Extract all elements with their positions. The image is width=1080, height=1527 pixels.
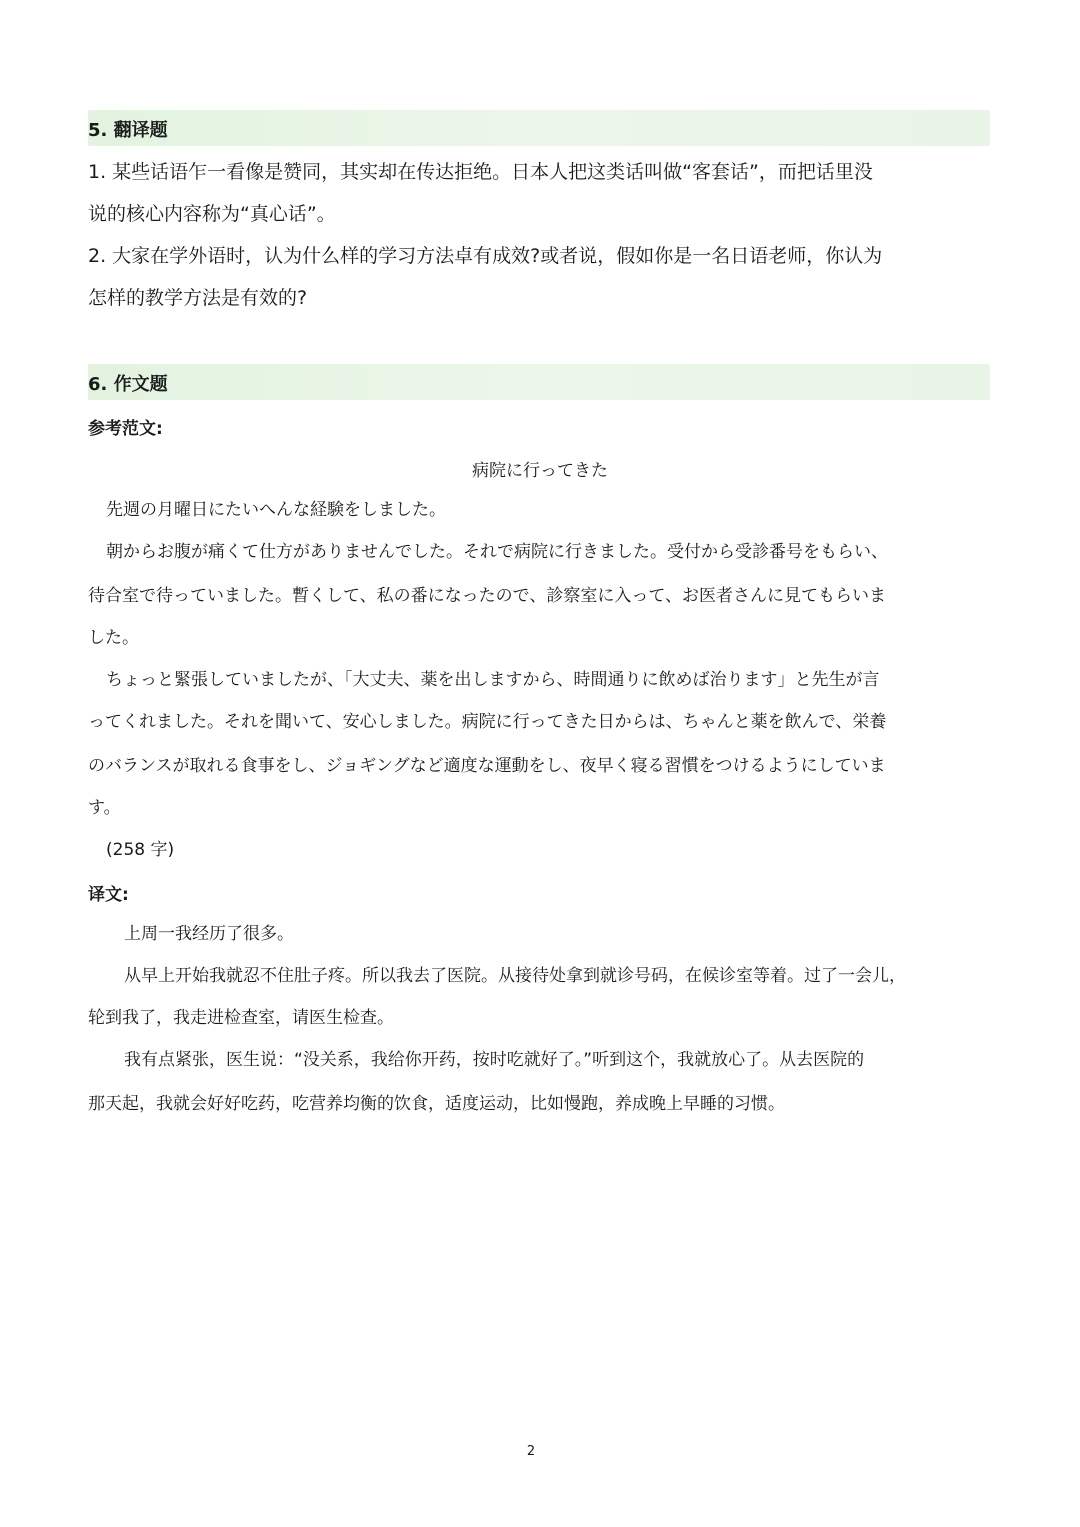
- translation-line: 从早上开始我就忍不住肚子疼。所以我去了医院。从接待处拿到就诊号码，在候诊室等着。过了一会儿，: [124, 966, 906, 986]
- translation-line: 轮到我了，我走进检查室，请医生检查。: [88, 1008, 394, 1028]
- essay-line: 朝からお腹が痛くて仕方がありませんでした。それで病院に行きました。受付から受診番号をもらい、: [106, 542, 888, 562]
- essay-line: 先週の月曜日にたいへんな経験をしました。: [106, 500, 446, 520]
- essay-line: す。: [88, 798, 121, 818]
- essay-line: 待合室で待っていました。暫くして、私の番になったので、診察室に入って、お医者さんに見てもらいま: [88, 586, 886, 606]
- translation-label: 译文:: [88, 885, 129, 905]
- page-number: 2: [526, 1444, 536, 1459]
- section-5-header: [88, 110, 990, 146]
- q2-line-2: 怎样的教学方法是有效的?: [88, 287, 308, 309]
- essay-line: ちょっと緊張していましたが、「大丈夫、薬を出しますから、時間通りに飲めば治ります」と先生が言: [106, 670, 880, 690]
- translation-line: 上周一我经历了很多。: [124, 924, 294, 944]
- char-count: (258 字): [106, 840, 175, 860]
- q1-line-1: 1. 某些话语乍一看像是赞同，其实却在传达拒绝。日本人把这类话叫做“客套话”，而把话里没: [88, 161, 873, 183]
- q1-line-2: 说的核心内容称为“真心话”。: [88, 203, 336, 225]
- essay-line: ってくれました。それを聞いて、安心しました。病院に行ってきた日からは、ちゃんと薬を飲んで、栄養: [88, 712, 887, 732]
- section-5-heading: 5. 翻译题: [88, 120, 168, 141]
- reference-label: 参考范文:: [88, 419, 163, 439]
- essay-title: 病院に行ってきた: [472, 461, 608, 481]
- essay-line: のバランスが取れる食事をし、ジョギングなど適度な運動をし、夜早く寝る習慣をつけるようにしていま: [88, 756, 886, 776]
- essay-line: した。: [88, 628, 139, 648]
- translation-line: 我有点紧张，医生说：“没关系，我给你开药，按时吃就好了。”听到这个，我就放心了。从去医院的: [124, 1050, 865, 1070]
- section-6-header: [88, 364, 990, 400]
- section-6-heading: 6. 作文题: [88, 374, 168, 395]
- q2-line-1: 2. 大家在学外语时，认为什么样的学习方法卓有成效?或者说，假如你是一名日语老师，你认为: [88, 245, 883, 267]
- translation-line: 那天起，我就会好好吃药，吃营养均衡的饮食，适度运动，比如慢跑，养成晚上早睡的习惯。: [88, 1094, 785, 1114]
